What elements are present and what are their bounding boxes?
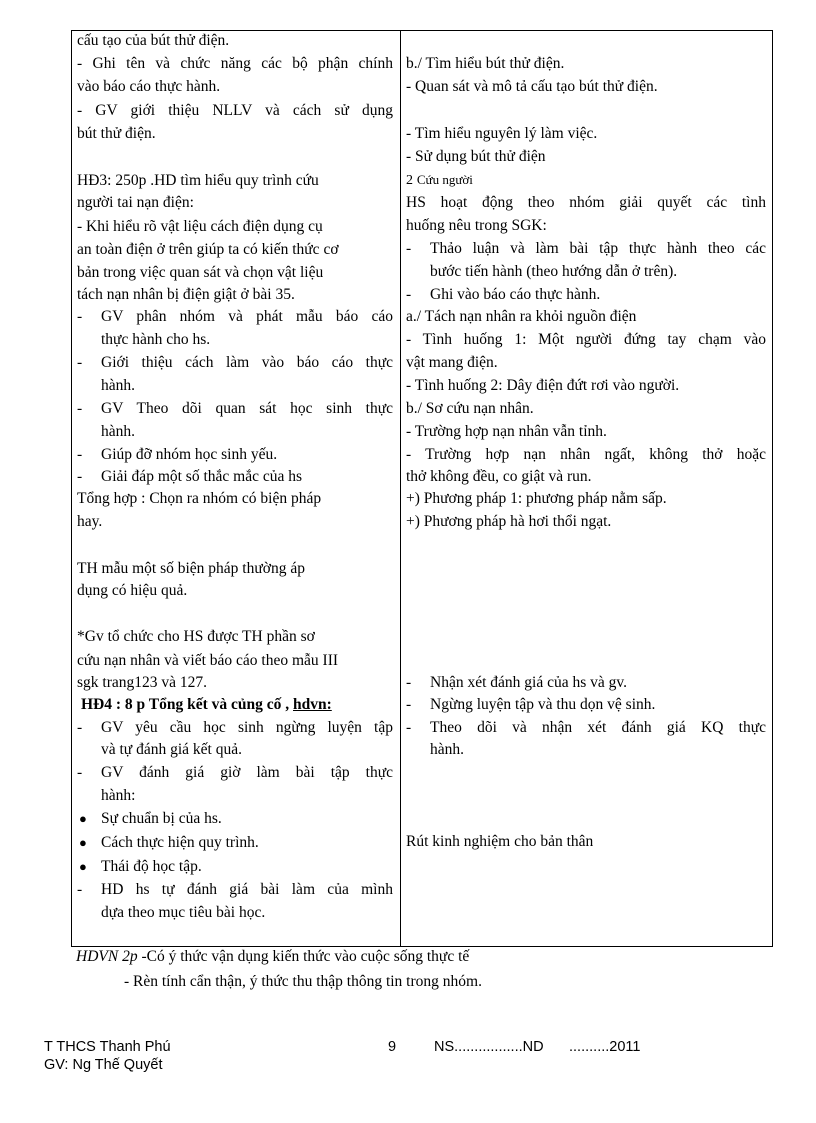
text-line: +) Phương pháp hà hơi thổi ngạt. [406, 513, 612, 530]
text-line: hay. [77, 513, 103, 530]
page-number: 9 [388, 1039, 397, 1055]
text-line: Rút kinh nghiệm cho bản thân [406, 833, 594, 850]
text-line: *Gv tổ chức cho HS được TH phần sơ [77, 628, 315, 645]
text-line: - Sử dụng bút thử điện [406, 148, 546, 165]
text-line: Tổng hợp : Chọn ra nhóm có biện pháp [77, 490, 322, 507]
text-line: - Tìm hiểu nguyên lý làm việc. [406, 125, 598, 142]
text-line: thở không đều, co giật và run. [406, 468, 592, 485]
text-line: - Ghi tên và chức năng các bộ phận chính [77, 55, 393, 72]
text-line: người tai nạn điện: [77, 194, 194, 211]
homework-line: - Rèn tính cẩn thận, ý thức thu thập thông tin trong nhóm. [124, 973, 482, 990]
text-line: an toàn điện ở trên giúp ta có kiến thức cơ [77, 241, 339, 258]
text-line: cứu nạn nhân và viết báo cáo theo mẫu III [77, 652, 339, 669]
teacher-name: GV: Ng Thế Quyết [44, 1057, 163, 1073]
section-heading: 2 Cứu người [406, 172, 473, 188]
text-line: - Tình huống 2: Dây điện đứt rơi vào người. [406, 377, 680, 394]
text-line: - Quan sát và mô tả cấu tạo bút thử điện. [406, 78, 658, 95]
text-line: - GV giới thiệu NLLV và cách sử dụng [77, 102, 393, 119]
text-line: vật mang điện. [406, 354, 498, 371]
text-line: - Trường hợp nạn nhân vẫn tỉnh. [406, 423, 607, 440]
activity-heading: HĐ4 : 8 p Tổng kết và củng cố , hdvn: [81, 696, 332, 713]
lesson-table: cấu tạo của bút thử điện. - Ghi tên và chức năng các bộ phận chính vào báo cáo thực hành. - GV giới thiệu NLLV và cách sử dụng bút thử điện. HĐ3: 250p .HD tìm hiểu quy trình cứu người tai nạn điện: - Khi hiểu rõ vật liệu cách điện dụng cụ an toàn điện ở trên giúp ta có kiến thức cơ bản trong việc quan sát và chọn vật liệu tách nạn nhân bị điện giật ở bài 35. - GV phân nhóm và phát mẫu báo cáo thực hành cho hs. - Giới thiệu cách làm vào báo cáo thực hành. - GV Theo dõi quan sát học sinh thực hành. - Giúp đỡ nhóm học sinh yếu. - Giải đáp một số thắc mắc của hs Tổng hợp : Chọn ra nhóm có biện pháp hay. TH mẫu một số biện pháp thường áp dụng có hiệu quả. *Gv tổ chức cho HS được TH phần sơ cứu nạn nhân và viết báo cáo theo mẫu III sgk trang123 và 127. HĐ4 : 8 p Tổng kết và củng cố , hdvn: - GV yêu cầu học sinh ngừng luyện tập và tự đánh giá kết quả. - GV đánh giá giờ làm bài tập thực hành: ● Sự chuẩn bị của hs. ● Cách thực hiện quy trình. ● Thái độ học tập. - HD hs tự đánh giá bài làm của mình dựa theo mục tiêu bài học. b./ Tìm hiểu bút thử điện. - Quan sát và mô tả cấu tạo bút thử điện. - Tìm hiểu nguyên lý làm việc. - Sử dụng bút thử điện 2 Cứu người HS hoạt động theo nhóm giải quyết các tình huống nêu trong SGK: - Thảo luận và làm bài tập thực hành theo các bước tiến hành (theo hướng dẫn ở trên). - Ghi vào báo cáo thực hành. a./ Tách nạn nhân ra khỏi nguồn điện - Tình huống 1: Một người đứng tay chạm vào vật mang điện. - Tình huống 2: Dây điện đứt rơi vào người. b./ Sơ cứu nạn nhân. - Trường hợp nạn nhân vẫn tỉnh. - Trường hợp nạn nhân ngất, không thở hoặc thở không đều, co giật và run. +) Phương pháp 1: phương pháp nằm sấp. +) Phương pháp hà hơi thổi ngạt. - Nhận xét đánh giá của hs và gv. - Ngừng luyện tập và thu dọn vệ sinh. - Theo dõi và nhận xét đánh giá KQ thực hành. Rút kinh nghiệm cho bản thân [71, 30, 773, 947]
ns-nd-field: NS.................ND [434, 1039, 544, 1055]
text-line: - Tình huống 1: Một người đứng tay chạm vào [406, 331, 766, 348]
year-field: ..........2011 [569, 1039, 641, 1055]
text-line: huống nêu trong SGK: [406, 217, 547, 234]
text-line: bản trong việc quan sát và chọn vật liệu [77, 264, 324, 281]
text-line: a./ Tách nạn nhân ra khỏi nguồn điện [406, 308, 637, 325]
text-line: - Trường hợp nạn nhân ngất, không thở hoặc [406, 446, 766, 463]
text-line: cấu tạo của bút thử điện. [77, 32, 230, 49]
text-line: tách nạn nhân bị điện giật ở bài 35. [77, 286, 295, 303]
text-line: TH mẫu một số biện pháp thường áp [77, 560, 305, 577]
homework-line: HDVN 2p -Có ý thức vận dụng kiến thức vào cuộc sống thực tế [76, 948, 470, 965]
text-line: HS hoạt động theo nhóm giải quyết các tình [406, 194, 766, 211]
activity-heading: HĐ3: 250p .HD tìm hiểu quy trình cứu [77, 172, 319, 189]
text-line: b./ Sơ cứu nạn nhân. [406, 400, 534, 417]
text-line: sgk trang123 và 127. [77, 674, 208, 691]
text-line: +) Phương pháp 1: phương pháp nằm sấp. [406, 490, 667, 507]
text-line: - Khi hiểu rõ vật liệu cách điện dụng cụ [77, 218, 323, 235]
school-name: T THCS Thanh Phú [44, 1039, 171, 1055]
text-line: dụng có hiệu quả. [77, 582, 188, 599]
column-divider [400, 31, 401, 946]
text-line: b./ Tìm hiểu bút thử điện. [406, 55, 565, 72]
text-line: vào báo cáo thực hành. [77, 78, 221, 95]
text-line: bút thử điện. [77, 125, 156, 142]
